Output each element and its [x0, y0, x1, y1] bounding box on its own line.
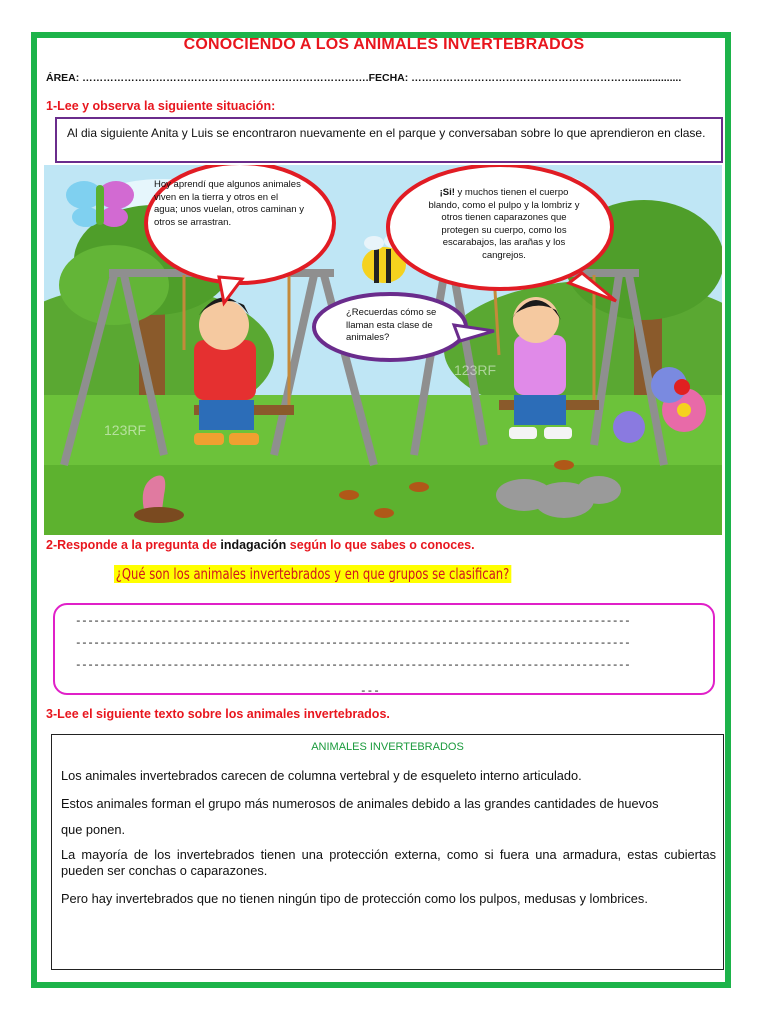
answer-line-tail: ---: [360, 686, 380, 698]
step2-suffix: según lo que sabes o conoces.: [286, 538, 475, 552]
bubble-text-anita-1-rest: y muchos tienen el cuerpo blando, como el pulpo y la lombriz y otros tienen caparazones que protegen su cuerpo, como los escarabajos, las arañas y los cangrejos.: [428, 187, 580, 261]
bubble-strong-si: ¡Si!: [439, 187, 455, 198]
area-fecha-line: ÁREA: ……………………………………………………………………….FECHA: ……………………………………………………….................: [46, 72, 682, 84]
reading-paragraph-3: La mayoría de los invertebrados tienen una protección externa, como si fuera una armadura, estas cubiertas pueden ser conchas o caparazones.: [61, 847, 716, 878]
step3-instruction: 3-Lee el siguiente texto sobre los animales invertebrados.: [46, 707, 390, 721]
answer-line: -------------------------------------------------------------------------------------------: [75, 660, 631, 672]
park-illustration: [44, 165, 722, 535]
page-title: CONOCIENDO A LOS ANIMALES INVERTEBRADOS: [183, 36, 585, 53]
watermark: 123RF: [104, 422, 147, 438]
answer-box[interactable]: [53, 603, 715, 695]
reading-heading: ANIMALES INVERTEBRADOS: [311, 741, 464, 753]
ladybug-icon: [674, 379, 690, 395]
situation-box: [55, 117, 723, 163]
situation-text: Al dia siguiente Anita y Luis se encontraron nuevamente en el parque y conversaban sobre lo que aprendieron en clase.: [67, 126, 706, 140]
step2-indagacion: indagación: [220, 538, 287, 552]
step2-instruction: [46, 538, 475, 552]
bubble-text-anita-1: [424, 187, 584, 262]
bubble-text-luis: Hoy aprendí que algunos animales viven en la tierra y otros en el agua; unos vuelan, otros caminan y otros se arrastran.: [154, 179, 304, 228]
reading-paragraph-1: Los animales invertebrados carecen de columna vertebral y de esqueleto interno articulado.: [61, 768, 582, 783]
step1-instruction: 1-Lee y observa la siguiente situación:: [46, 99, 276, 113]
watermark: 123RF: [454, 362, 497, 378]
answer-line: -------------------------------------------------------------------------------------------: [75, 638, 631, 650]
reading-paragraph-2b: que ponen.: [61, 822, 126, 837]
reading-box: [51, 734, 724, 970]
step2-prefix: 2-Responde a la pregunta de: [46, 538, 221, 552]
reading-paragraph-2: Estos animales forman el grupo más numerosos de animales debido a las grandes cantidades de huevos: [61, 796, 659, 811]
reading-paragraph-4: Pero hay invertebrados que no tienen ningún tipo de protección como los pulpos, medusas y lombrices.: [61, 891, 648, 906]
answer-line: -------------------------------------------------------------------------------------------: [75, 616, 631, 628]
inquiry-question: ¿Qué son los animales invertebrados y en que grupos se clasifican?: [115, 565, 510, 583]
bubble-text-anita-2: ¿Recuerdas cómo se llaman esta clase de animales?: [346, 307, 437, 343]
butterfly-icon: [66, 181, 134, 227]
